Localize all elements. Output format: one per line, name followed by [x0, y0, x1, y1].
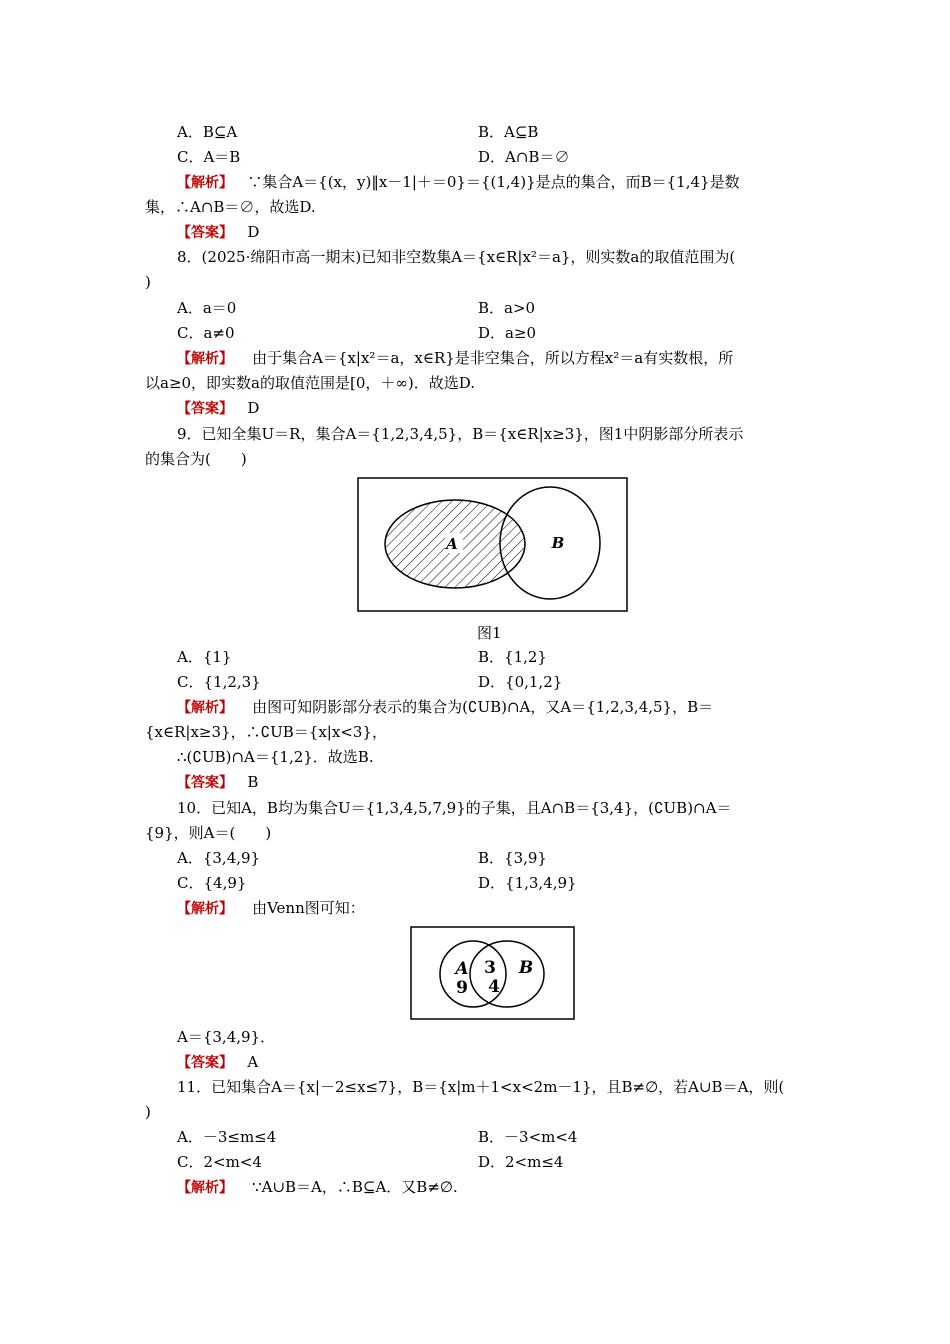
q7-option-d: D．A∩B＝∅	[478, 148, 570, 166]
venn-label-3: 3	[484, 958, 496, 978]
q10-option-b: B．{3,9}	[478, 849, 547, 867]
q11-stem-line1: 11．已知集合A＝{x|－2≤x≤7}，B＝{x|m＋1<x<2m－1}，且B≠∅，若A∪B＝A，则(	[177, 1078, 785, 1096]
venn-label-b: B	[518, 958, 534, 978]
q10-option-d: D．{1,3,4,9}	[478, 874, 577, 892]
venn-label-4: 4	[488, 977, 500, 997]
venn-label-a: A	[455, 959, 469, 979]
q10-analysis-line1: 由Venn图可知：	[252, 899, 365, 917]
analysis-tag: 【解析】	[177, 700, 233, 716]
q8-answer	[177, 398, 259, 419]
q7-analysis-line2: 集，∴A∩B＝∅，故选D.	[145, 198, 316, 216]
answer-tag: 【答案】	[177, 225, 233, 241]
q9-analysis	[177, 697, 713, 718]
q8-option-d: D．a≥0	[478, 324, 537, 342]
q8-option-a: A．a＝0	[177, 299, 237, 317]
q10-stem-line1: 10．已知A，B均为集合U＝{1,3,4,5,7,9}的子集，且A∩B＝{3,4}，(∁UB)∩A＝	[177, 799, 732, 817]
figure1-caption: 图1	[477, 624, 502, 642]
q9-option-b: B．{1,2}	[478, 648, 547, 666]
analysis-tag: 【解析】	[177, 1180, 233, 1196]
q9-stem-line1: 9．已知全集U＝R，集合A＝{1,2,3,4,5}，B＝{x∈R|x≥3}，图1中阴影部分所表示	[177, 425, 744, 443]
q10-option-c: C．{4,9}	[177, 874, 247, 892]
q8-option-b: B．a>0	[478, 299, 536, 317]
q9-stem-line2: 的集合为( )	[145, 450, 247, 468]
q9-answer-value: B	[247, 773, 259, 791]
q9-option-c: C．{1,2,3}	[177, 673, 261, 691]
q11-analysis	[177, 1177, 458, 1198]
answer-tag: 【答案】	[177, 1055, 233, 1071]
q11-option-c: C．2<m<4	[177, 1153, 262, 1171]
q9-analysis-line3: ∴(∁UB)∩A＝{1,2}．故选B.	[177, 748, 374, 766]
venn-diagram-figure1	[357, 477, 628, 612]
analysis-tag: 【解析】	[177, 901, 233, 917]
q11-option-d: D．2<m≤4	[478, 1153, 564, 1171]
analysis-tag: 【解析】	[177, 175, 233, 191]
analysis-tag: 【解析】	[177, 351, 233, 367]
q8-analysis	[177, 348, 733, 369]
q8-option-c: C．a≠0	[177, 324, 235, 342]
q10-answer	[177, 1052, 258, 1073]
q11-option-a: A．－3≤m≤4	[177, 1128, 277, 1146]
q8-analysis-line1: 由于集合A＝{x|x²＝a，x∈R}是非空集合，所以方程x²＝a有实数根，所	[252, 349, 734, 367]
set-b-label: B	[551, 534, 565, 552]
q10-stem-line2: {9}，则A＝( )	[145, 824, 272, 842]
set-a-label: A	[446, 535, 458, 553]
q10-option-a: A．{3,4,9}	[177, 849, 261, 867]
q11-stem-line2: )	[145, 1103, 151, 1121]
q7-analysis-line1: ∵集合A＝{(x，y)‖x－1|＋＝0}＝{(1,4)}是点的集合，而B＝{1,4}是数	[247, 173, 740, 191]
q8-analysis-line2: 以a≥0，即实数a的取值范围是[0，＋∞)．故选D.	[145, 374, 476, 392]
q7-option-c: C．A＝B	[177, 148, 241, 166]
q8-stem-line1: 8．(2025·绵阳市高一期末)已知非空数集A＝{x∈R|x²＝a}，则实数a的取值范围为(	[177, 248, 736, 266]
q8-stem-line2: )	[145, 273, 151, 291]
q7-option-b: B．A⊆B	[478, 123, 539, 141]
q9-option-a: A．{1}	[177, 648, 232, 666]
q7-option-a: A．B⊆A	[177, 123, 238, 141]
q10-analysis	[177, 898, 365, 919]
q9-option-d: D．{0,1,2}	[478, 673, 563, 691]
q9-answer	[177, 772, 258, 793]
q11-analysis-line1: ∵A∪B＝A，∴B⊆A．又B≠∅.	[252, 1178, 458, 1196]
q9-analysis-line2: {x∈R|x≥3}，∴∁UB＝{x|x<3}，	[145, 723, 387, 741]
q7-answer	[177, 222, 259, 243]
q10-answer-value: A	[247, 1053, 259, 1071]
q9-analysis-line1: 由图可知阴影部分表示的集合为(∁UB)∩A，又A＝{1,2,3,4,5}，B＝	[252, 698, 714, 716]
q8-answer-value: D	[247, 399, 260, 417]
answer-tag: 【答案】	[177, 775, 233, 791]
venn-label-9: 9	[456, 978, 468, 998]
venn-diagram-q10	[410, 926, 575, 1020]
q10-result: A＝{3,4,9}．	[177, 1028, 276, 1046]
q7-answer-value: D	[247, 223, 260, 241]
q7-analysis	[177, 172, 740, 193]
q11-option-b: B．－3<m<4	[478, 1128, 578, 1146]
answer-tag: 【答案】	[177, 401, 233, 417]
